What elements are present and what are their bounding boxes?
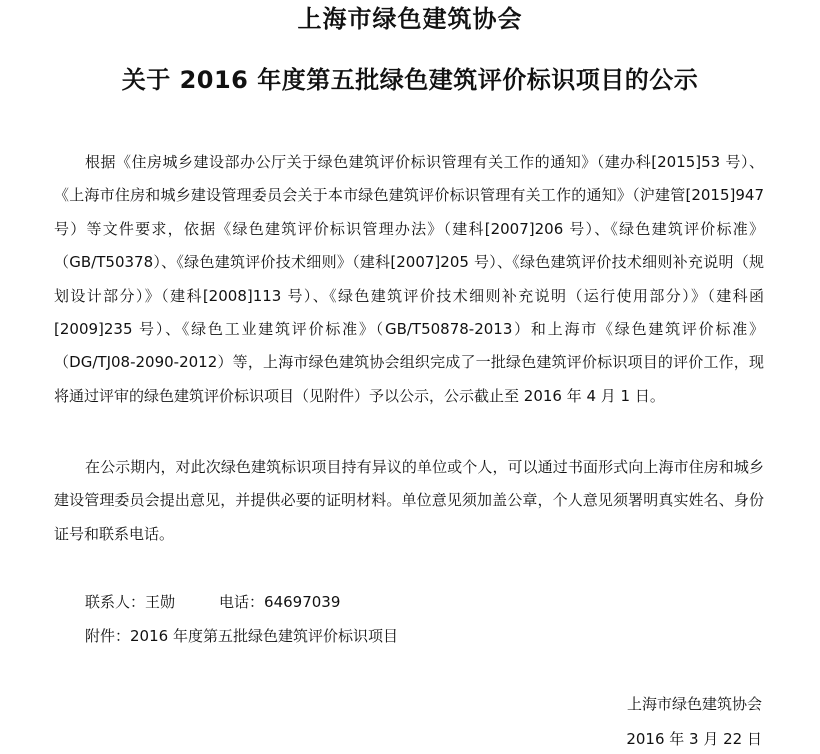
- attachment-text: 2016 年度第五批绿色建筑评价标识项目: [130, 627, 398, 645]
- contact-person-name: 王勋: [145, 593, 176, 611]
- body-paragraph-objection: 在公示期内，对此次绿色建筑标识项目持有异议的单位或个人，可以通过书面形式向上海市住房和城乡建设管理委员会提出意见，并提供必要的证明材料。单位意见须加盖公章，个人意见须署明真实姓名、身份证号和联系电话。: [54, 458, 764, 543]
- contact-line: [85, 587, 340, 617]
- attachment-line: [85, 621, 398, 651]
- signature-organization: 上海市绿色建筑协会: [626, 695, 762, 713]
- contact-person-label: 联系人：: [85, 593, 146, 611]
- attachment-label: 附件：: [85, 627, 131, 645]
- contact-phone-label: 电话：: [219, 593, 265, 611]
- contact-phone-number: 64697039: [264, 593, 341, 611]
- signature-date: 2016 年 3 月 22 日: [626, 730, 762, 748]
- document-title: 关于 2016 年度第五批绿色建筑评价标识项目的公示: [121, 66, 699, 94]
- body-paragraph-basis: 根据《住房城乡建设部办公厅关于绿色建筑评价标识管理有关工作的通知》（建办科[2015]53 号）、《上海市住房和城乡建设管理委员会关于本市绿色建筑评价标识管理有关工作的通知》（沪建管[2015]947 号）等文件要求，依据《绿色建筑评价标识管理办法》（建科[2007]206 号）、《绿色建筑评价标准》（GB/T50378）、《绿色建筑评价技术细则》（建科[2007]205 号）、《绿色建筑评价技术细则补充说明（规划设计部分）》（建科[2008]113 号）、《绿色建筑评价技术细则补充说明（运行使用部分）》（建科函[2009]235 号）、《绿色工业建筑评价标准》（GB/T50878-2013）和上海市《绿色建筑评价标准》（DG/TJ08-2090-2012）等，上海市绿色建筑协会组织完成了一批绿色建筑评价标识项目的评价工作，现将通过评审的绿色建筑评价标识项目（见附件）予以公示，公示截止至 2016 年 4 月 1 日。: [54, 153, 764, 405]
- organization-title: 上海市绿色建筑协会: [297, 5, 523, 33]
